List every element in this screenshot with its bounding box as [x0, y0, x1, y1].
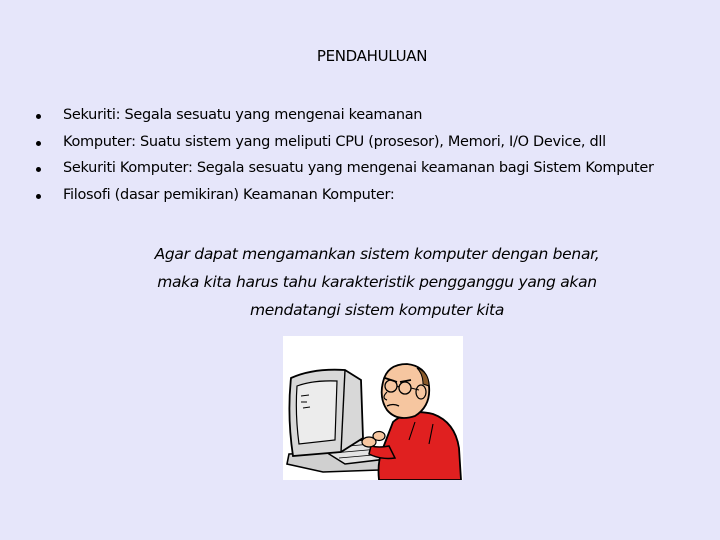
- bullet-dot-icon: [36, 194, 41, 199]
- bullet-text: Komputer: Suatu sistem yang meliputi CPU (prosesor), Memori, I/O Device, dll: [63, 133, 606, 150]
- list-item: [33, 107, 654, 134]
- bullet-dot-icon: [36, 141, 41, 146]
- quote-line: Agar dapat mengamankan sistem komputer dengan benar,: [154, 245, 600, 263]
- slide-title: PENDAHULUAN: [316, 47, 428, 65]
- bullet-list: [33, 107, 654, 213]
- bullet-text: Sekuriti Komputer: Segala sesuatu yang mengenai keamanan bagi Sistem Komputer: [63, 160, 654, 176]
- quote-line: maka kita harus tahu karakteristik pengganggu yang akan: [157, 273, 597, 291]
- angry-computer-user-clipart: [283, 336, 463, 480]
- bullet-text: Filosofi (dasar pemikiran) Keamanan Komputer:: [63, 186, 395, 203]
- bullet-dot-icon: [36, 167, 41, 172]
- bullet-dot-icon: [36, 114, 41, 119]
- list-item: [33, 134, 654, 161]
- list-item: [33, 160, 654, 187]
- quote-line: mendatangi sistem komputer kita: [249, 301, 505, 319]
- bullet-text: Sekuriti: Segala sesuatu yang mengenai keamanan: [63, 107, 423, 123]
- philosophy-quote: [120, 240, 634, 324]
- list-item: [33, 187, 654, 214]
- clipart-image: [283, 336, 463, 480]
